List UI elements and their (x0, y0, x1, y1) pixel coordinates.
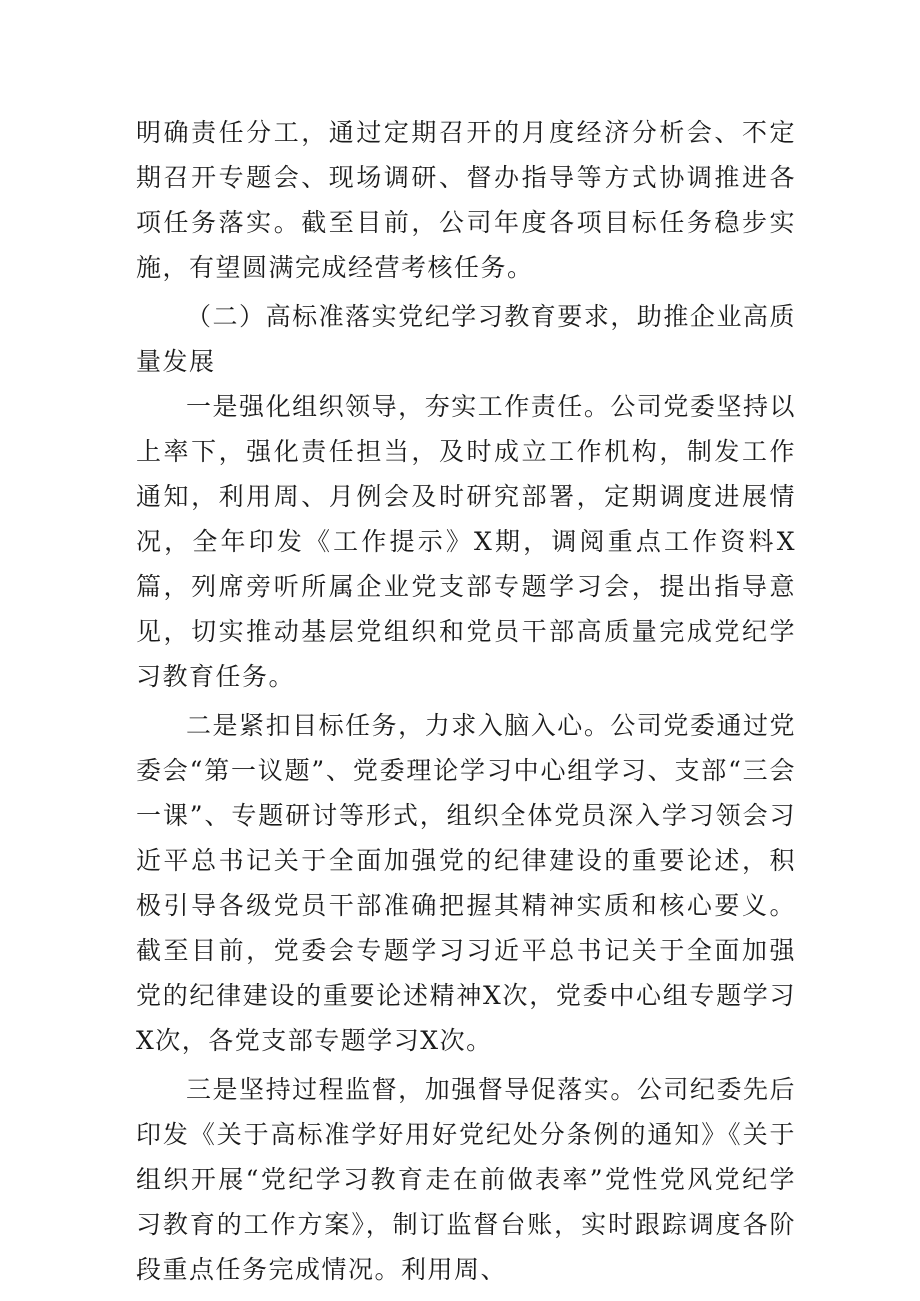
paragraph-organization-leadership: 一是强化组织领导，夯实工作责任。公司党委坚持以上率下，强化责任担当，及时成立工作机构，制发工作通知，利用周、月例会及时研究部署，定期调度进展情况，全年印发《工作提示》X期，调阅重点工作资料X篇，列席旁听所属企业党支部专题学习会，提出指导意见，切实推动基层党组织和党员干部高质量完成党纪学习教育任务。 (136, 392, 796, 691)
paragraph-target-tasks: 二是紧扣目标任务，力求入脑入心。公司党委通过党委会“第一议题”、党委理论学习中心组学习、支部“三会一课”、专题研讨等形式，组织全体党员深入学习领会习近平总书记关于全面加强党的纪律建设的重要论述，积极引导各级党员干部准确把握其精神实质和核心要义。截至目前，党委会专题学习习近平总书记关于全面加强党的纪律建设的重要论述精神X次，党委中心组专题学习X次，各党支部专题学习X次。 (136, 711, 796, 1055)
section-heading: （二）高标准落实党纪学习教育要求，助推企业高质量发展 (136, 302, 796, 376)
paragraph-continued: 明确责任分工，通过定期召开的月度经济分析会、不定期召开专题会、现场调研、督办指导等方式协调推进各项任务落实。截至目前，公司年度各项目标任务稳步实施，有望圆满完成经营考核任务。 (136, 118, 796, 282)
document-body (136, 110, 796, 1292)
paragraph-process-supervision: 三是坚持过程监督，加强督导促落实。公司纪委先后印发《关于高标准学好用好党纪处分条例的通知》《关于组织开展“党纪学习教育走在前做表率”党性党风党纪学习教育的工作方案》，制订监督台账，实时跟踪调度各阶段重点任务完成情况。利用周、 (136, 1075, 796, 1284)
